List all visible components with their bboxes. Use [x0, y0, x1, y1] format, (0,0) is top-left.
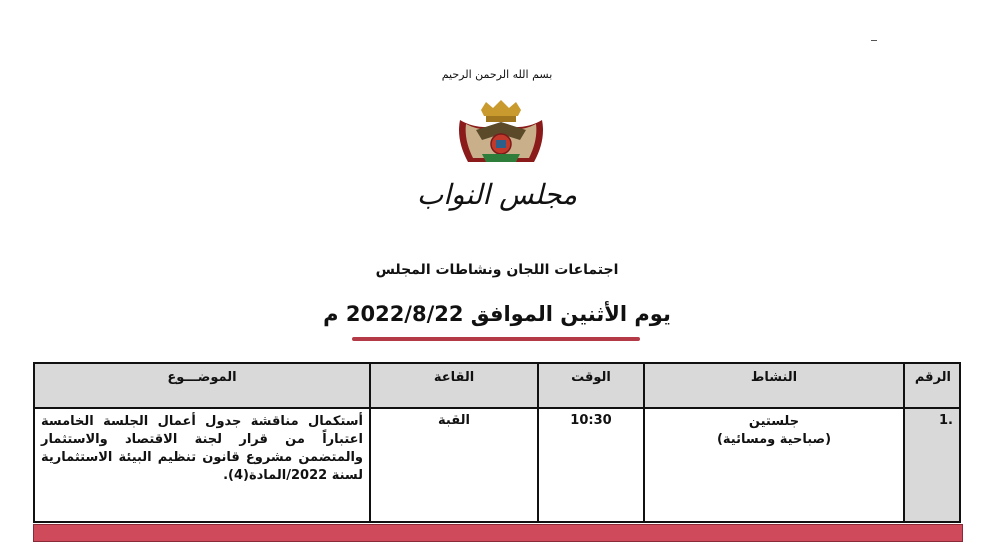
title-underline — [352, 337, 640, 341]
activity-line-1: جلستين — [748, 414, 800, 429]
row-activity — [644, 408, 904, 522]
row-topic: أستكمال مناقشة جدول أعمال الجلسة الخامسة اعتباراً من قرار لجنة الاقتصاد والاستثمار والمتضمن مشروع قانون تنظيم البيئة الاستثمارية لسنة 2022/المادة(4). — [34, 408, 370, 522]
page-title: يوم الأثنين الموافق 2022/8/22 م — [323, 302, 671, 326]
page-subtitle: اجتماعات اللجان ونشاطات المجلس — [375, 262, 619, 278]
row-hall: القبة — [370, 408, 538, 522]
logo-text: مجلس النواب — [416, 178, 578, 211]
schedule-table — [33, 362, 961, 523]
header-topic: الموضـــوع — [34, 363, 370, 408]
header-number: الرقم — [904, 363, 960, 408]
bottom-bar — [33, 524, 963, 542]
row-time: 10:30 — [538, 408, 644, 522]
corner-mark — [871, 40, 877, 41]
header-time: الوقت — [538, 363, 644, 408]
table-row — [34, 408, 960, 522]
table-header-row — [34, 363, 960, 408]
jordan-emblem-icon — [446, 100, 556, 168]
header-activity: النشاط — [644, 363, 904, 408]
header-hall: القاعة — [370, 363, 538, 408]
basmala: بسم الله الرحمن الرحيم — [441, 68, 553, 81]
activity-line-2: (صباحية ومسائية) — [716, 432, 832, 447]
row-number: .1 — [904, 408, 960, 522]
